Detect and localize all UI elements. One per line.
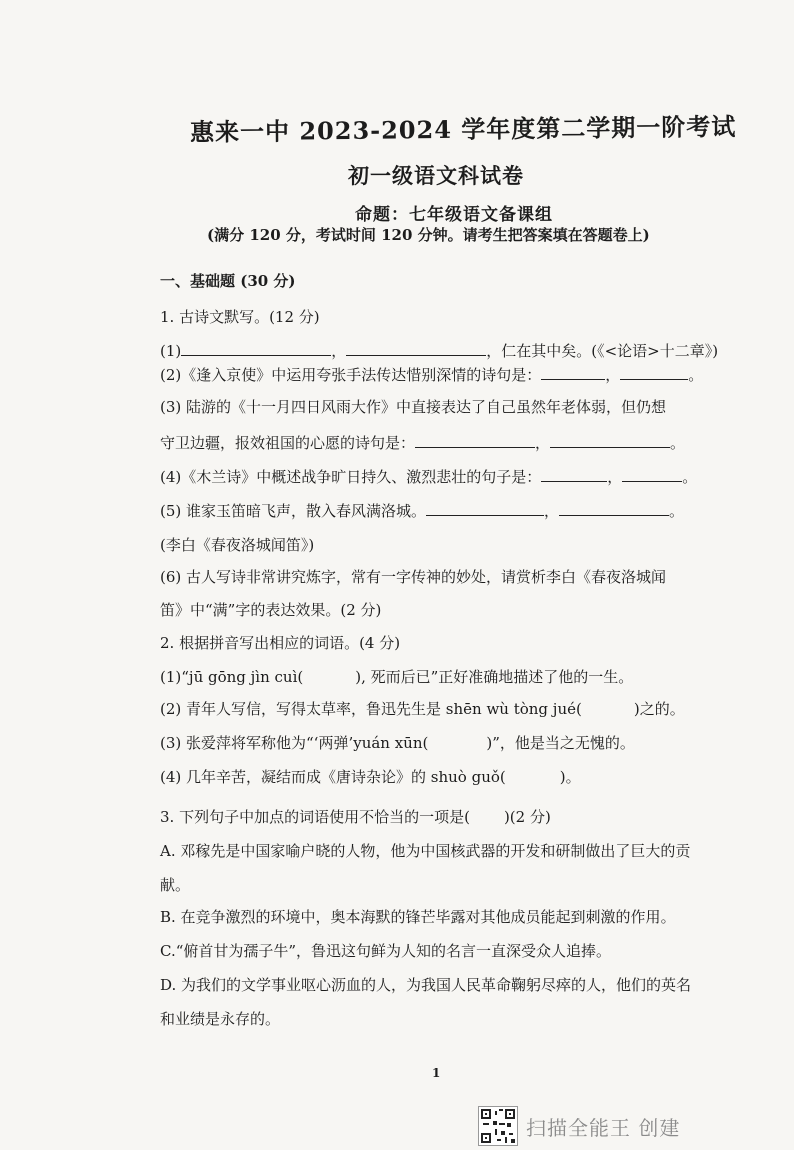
exam-subtitle: 初一级语文科试卷 — [348, 163, 524, 188]
option-a-line-1: A. 邓稼先是中国家喻户晓的人物，他为中国核武器的开发和研制做出了巨大的贡 — [160, 842, 691, 860]
q1-2-mid: ， — [605, 366, 621, 384]
q2-2-text-b: )之的。 — [633, 700, 685, 718]
qr-code-icon — [478, 1106, 518, 1146]
answer-blank[interactable] — [541, 365, 605, 380]
q1-4-mid: ， — [607, 468, 623, 486]
option-c: C.“俯首甘为孺子牛”，鲁迅这句鲜为人知的名言一直深受众人追捧。 — [160, 942, 612, 960]
answer-paren[interactable] — [506, 768, 560, 782]
answer-blank[interactable] — [620, 365, 688, 380]
q3-text-a: 3. 下列句子中加点的词语使用不恰当的一项是( — [160, 808, 470, 826]
q3-text-b: )(2 分) — [503, 808, 551, 826]
exam-author: 命题：七年级语文备课组 — [355, 205, 553, 225]
question-1-heading: 1. 古诗文默写。(12 分) — [160, 308, 320, 326]
exam-note: (满分 120 分，考试时间 120 分钟。请考生把答案填在答题卷上) — [207, 226, 650, 244]
answer-paren[interactable] — [470, 808, 504, 822]
answer-blank[interactable] — [622, 467, 682, 482]
q1-4-end: 。 — [682, 468, 698, 486]
q1-1-prefix: (1) — [160, 342, 182, 360]
question-2-4 — [160, 766, 581, 787]
q1-2-end: 。 — [688, 366, 704, 384]
answer-paren[interactable] — [303, 668, 355, 682]
question-1-6a: (6) 古人写诗非常讲究炼字，常有一字传神的妙处，请赏析李白《春夜洛城闻 — [160, 568, 667, 586]
q1-1-suffix: ，仁在其中矣。(《<论语>十二章》) — [486, 342, 719, 360]
answer-paren[interactable] — [428, 734, 486, 748]
answer-blank[interactable] — [181, 341, 331, 356]
q1-2-text: (2)《逢入京使》中运用夸张手法传达惜别深情的诗句是： — [160, 366, 542, 384]
section-heading: 一、基础题 (30 分) — [160, 272, 296, 290]
question-1-2 — [160, 364, 703, 385]
q1-3b-mid: ， — [535, 434, 551, 452]
q2-2-text-a: (2) 青年人写信，写得太草率，鲁迅先生是 shēn wù tòng jué( — [160, 700, 582, 718]
question-1-1 — [160, 340, 718, 361]
option-d-line-1: D. 为我们的文学事业呕心沥血的人，为我国人民革命鞠躬尽瘁的人，他们的英名 — [160, 976, 692, 994]
exam-title: 惠来一中 2023-2024 学年度第二学期一阶考试 — [189, 111, 737, 147]
answer-paren[interactable] — [582, 700, 634, 714]
answer-blank[interactable] — [541, 467, 607, 482]
question-2-heading: 2. 根据拼音写出相应的词语。(4 分) — [160, 634, 401, 652]
question-1-4 — [160, 466, 697, 487]
question-2-3 — [160, 732, 635, 753]
question-2-2 — [160, 698, 685, 719]
option-b: B. 在竞争激烈的环境中，奥本海默的锋芒毕露对其他成员能起到刺激的作用。 — [160, 908, 676, 926]
q1-5-mid: ， — [544, 502, 560, 520]
q1-5-text: (5) 谁家玉笛暗飞声，散入春风满洛城。 — [160, 502, 427, 520]
question-1-6b: 笛》中“满”字的表达效果。(2 分) — [160, 601, 382, 619]
page-number: 1 — [432, 1066, 441, 1080]
scanner-watermark — [478, 1106, 714, 1140]
question-1-3a: (3) 陆游的《十一月四日风雨大作》中直接表达了自己虽然年老体弱，但仍想 — [160, 398, 667, 416]
answer-blank[interactable] — [415, 433, 535, 448]
answer-blank[interactable] — [550, 433, 670, 448]
q1-4-text: (4)《木兰诗》中概述战争旷日持久、激烈悲壮的句子是： — [160, 468, 542, 486]
q1-3b-end: 。 — [670, 434, 686, 452]
q2-4-text-b: )。 — [559, 768, 581, 786]
q1-1-mid: ， — [331, 342, 347, 360]
scanner-brand-text: 扫描全能王 创建 — [526, 1116, 681, 1140]
question-1-3b — [160, 432, 685, 453]
answer-blank[interactable] — [559, 501, 669, 516]
answer-blank[interactable] — [346, 341, 486, 356]
q2-1-text-a: (1)“jū gōng jìn cuì( — [160, 668, 304, 686]
answer-blank[interactable] — [426, 501, 544, 516]
q2-4-text-a: (4) 几年辛苦，凝结而成《唐诗杂论》的 shuò guǒ( — [160, 768, 506, 786]
q1-3b-text: 守卫边疆，报效祖国的心愿的诗句是： — [160, 434, 416, 452]
option-a-line-2: 献。 — [160, 876, 191, 894]
question-1-5 — [160, 500, 684, 521]
question-1-5-source: (李白《春夜洛城闻笛》) — [160, 536, 315, 554]
q2-3-text-a: (3) 张爱萍将军称他为“‘两弹’yuán xūn( — [160, 734, 429, 752]
option-d-line-2: 和业绩是永存的。 — [160, 1010, 281, 1028]
question-2-1 — [160, 666, 633, 687]
q2-1-text-b: ), 死而后已”正好准确地描述了他的一生。 — [355, 668, 634, 686]
q2-3-text-b: )”，他是当之无愧的。 — [486, 734, 635, 752]
q1-5-end: 。 — [669, 502, 685, 520]
question-3 — [160, 806, 551, 827]
